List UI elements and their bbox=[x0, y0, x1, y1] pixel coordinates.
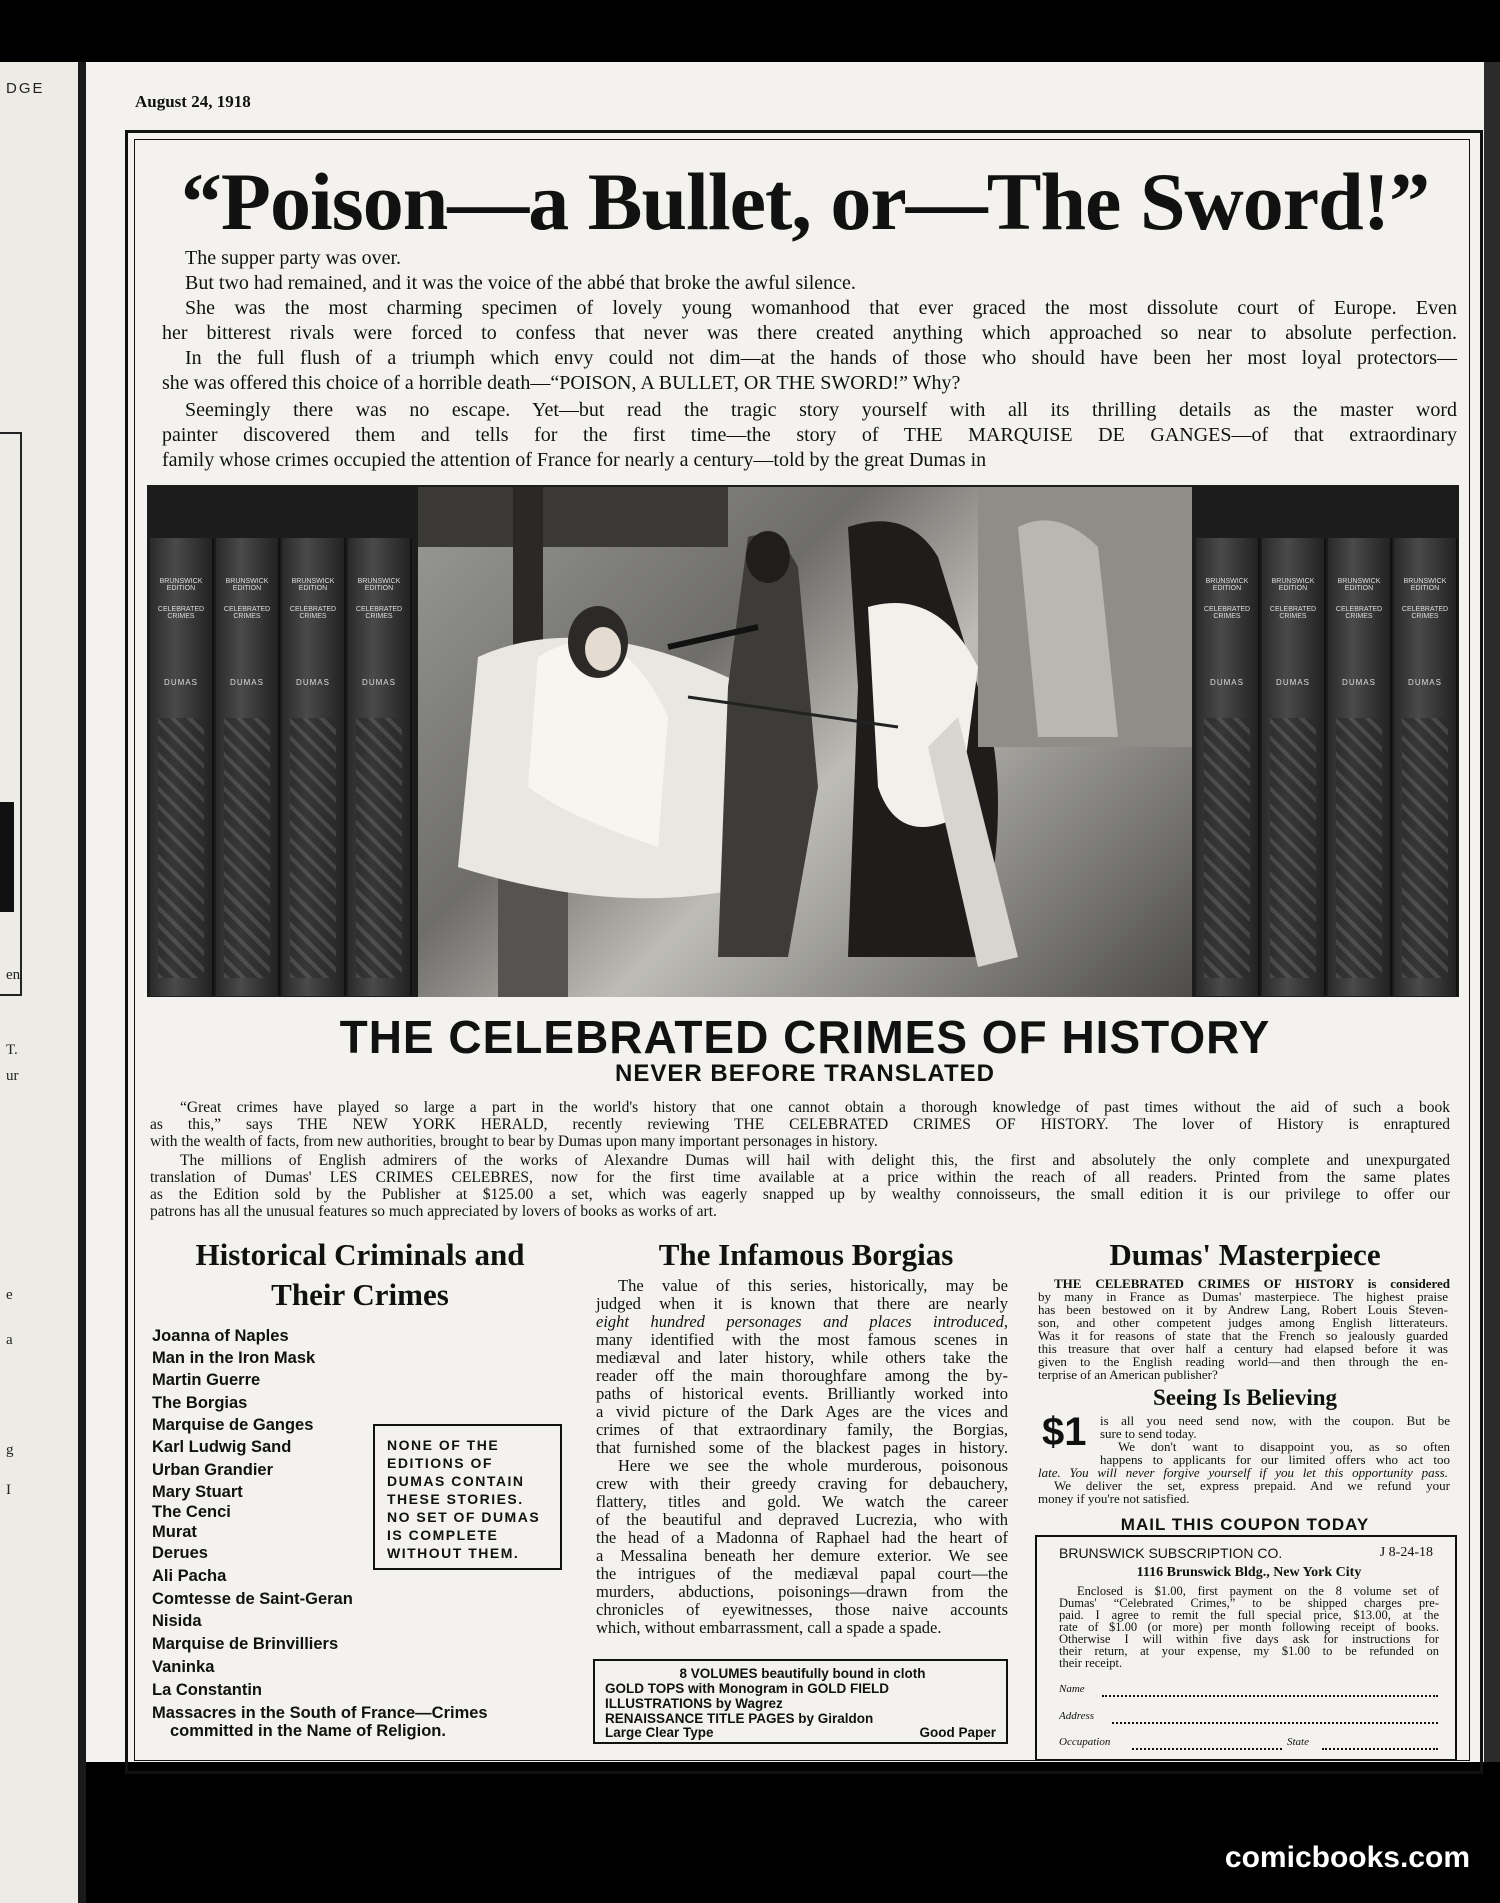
borgias-line: which, without embarrassment, call a spade a spade. bbox=[596, 1618, 942, 1637]
borgias-line: paths of historical events. Brilliantly worked into bbox=[596, 1384, 1008, 1403]
intro-line: family whose crimes occupied the attention of France for nearly a century—told by the great Dumas in bbox=[162, 449, 987, 471]
order-coupon[interactable] bbox=[1035, 1535, 1457, 1761]
crime-list-item: Mary Stuart bbox=[152, 1483, 243, 1501]
masterpiece-line: has been bestowed on it by Andrew Lang, Robert Louis Steven- bbox=[1038, 1302, 1448, 1317]
state-label: State bbox=[1287, 1736, 1309, 1748]
feature-line: Large Clear Type bbox=[605, 1725, 714, 1740]
intro-line: her bitterest rivals were forced to confess that never was there created anything which approached so near to absolute perfection. bbox=[162, 322, 1457, 344]
feature-line: ILLUSTRATIONS by Wagrez bbox=[605, 1696, 783, 1711]
binding-gutter bbox=[78, 62, 86, 1903]
facing-page-strip bbox=[0, 62, 78, 1903]
crime-list-item: Martin Guerre bbox=[152, 1371, 261, 1389]
offer-line: sure to send today. bbox=[1100, 1426, 1197, 1441]
series-title: THE CELEBRATED CRIMES OF HISTORY bbox=[339, 1011, 1271, 1063]
criminals-heading: Their Crimes bbox=[271, 1277, 449, 1312]
coupon-line: Otherwise I will within five days ask for instructions for bbox=[1059, 1632, 1439, 1646]
left-page-fragment: I bbox=[6, 1482, 11, 1498]
crime-list-item: The Cenci bbox=[152, 1503, 231, 1521]
borgias-line: many identified with the most famous scenes in bbox=[596, 1330, 1008, 1349]
crime-list-item: The Borgias bbox=[152, 1394, 248, 1412]
crime-list-item: Urban Grandier bbox=[152, 1461, 274, 1479]
state-field[interactable] bbox=[1322, 1748, 1438, 1750]
left-page-fragment: ur bbox=[6, 1068, 19, 1084]
book-spine: BRUNSWICK EDITION CELEBRATED CRIMES DUMAS bbox=[1328, 538, 1392, 996]
borgias-line: of the beautiful and depraved Lucrezia, who with bbox=[596, 1510, 1008, 1529]
occupation-label: Occupation bbox=[1059, 1736, 1111, 1748]
feature-line: GOLD TOPS with Monogram in GOLD FIELD bbox=[605, 1681, 889, 1696]
offer-line: We deliver the set, express prepaid. And we refund your bbox=[1054, 1478, 1450, 1493]
masterpiece-heading: Dumas' Masterpiece bbox=[1109, 1237, 1381, 1272]
address-label: Address bbox=[1059, 1710, 1095, 1722]
scene-drawing bbox=[418, 487, 1192, 997]
notice-box bbox=[373, 1424, 562, 1570]
feature-line: Good Paper bbox=[919, 1725, 996, 1740]
borgias-line: The value of this series, historically, may be bbox=[618, 1276, 1008, 1295]
coupon-line: Dumas' “Celebrated Crimes,” to be shipped charges pre- bbox=[1059, 1596, 1439, 1610]
borgias-line: mediæval and later history, while others take the bbox=[596, 1348, 1008, 1367]
borgias-line: Here we see the whole murderous, poisonous bbox=[618, 1456, 1008, 1475]
book-spine: BRUNSWICK EDITION CELEBRATED CRIMES DUMAS bbox=[150, 538, 214, 996]
borgias-line: reader off the main thoroughfare among the by- bbox=[596, 1366, 1008, 1385]
borgias-line: eight hundred personages and places introduced, bbox=[596, 1312, 1008, 1331]
masterpiece-line: by many in France as Dumas' masterpiece. The highest praise bbox=[1038, 1289, 1448, 1304]
masterpiece-line: given to the English reading world—and then through the en- bbox=[1038, 1354, 1448, 1369]
crime-list-item: Ali Pacha bbox=[152, 1567, 227, 1585]
headline: “Poison—a Bullet, or—The Sword!” bbox=[180, 156, 1430, 247]
crime-list-item: Massacres in the South of France—Crimes bbox=[152, 1704, 488, 1722]
crime-list-item: Man in the Iron Mask bbox=[152, 1349, 316, 1367]
borgias-line: a Messalina beneath her demure exterior. We see bbox=[596, 1546, 1008, 1565]
coupon-line: their return, at your expense, my $1.00 to be refunded on bbox=[1059, 1644, 1439, 1658]
coupon-code: J 8-24-18 bbox=[1379, 1545, 1433, 1560]
borgias-line: judged when it is known that there are nearly bbox=[596, 1294, 1008, 1313]
book-spine: BRUNSWICK EDITION CELEBRATED CRIMES DUMAS bbox=[1394, 538, 1458, 996]
borgias-line: a vivid picture of the Dark Ages are the vices and bbox=[596, 1402, 1008, 1421]
book-spine: BRUNSWICK EDITION CELEBRATED CRIMES DUMAS bbox=[348, 538, 412, 996]
masterpiece-line: Was it for reasons of state that the French so jealously guarded bbox=[1038, 1328, 1448, 1343]
body-line: with the wealth of facts, from new authorities, brought to bear by Dumas upon many important personages in history. bbox=[150, 1133, 878, 1150]
offer-line: money if you're not satisfied. bbox=[1038, 1491, 1190, 1506]
left-page-fragment: DGE bbox=[6, 80, 45, 97]
book-spine: BRUNSWICK EDITION CELEBRATED CRIMES DUMAS bbox=[282, 538, 346, 996]
crime-list-item: Comtesse de Saint-Geran bbox=[152, 1590, 353, 1608]
name-label: Name bbox=[1059, 1683, 1085, 1695]
features-box bbox=[593, 1659, 1008, 1744]
body-line: as this,” says THE NEW YORK HERALD, recently reviewing THE CELEBRATED CRIMES OF HISTORY. The lover of History is enraptured bbox=[150, 1116, 1450, 1133]
intro-line: In the full flush of a triumph which envy could not dim—at the hands of those who should have been her most loyal protectors— bbox=[185, 347, 1457, 369]
borgias-line: crimes of that extraordinary family, the Borgias, bbox=[596, 1420, 1008, 1439]
left-page-fragment: T. bbox=[6, 1042, 18, 1058]
issue-date: August 24, 1918 bbox=[135, 92, 251, 111]
crime-list-item: committed in the Name of Religion. bbox=[170, 1722, 446, 1740]
intro-line: painter discovered them and tells for the first time—the story of THE MARQUISE DE GANGES—of that extraordinary bbox=[162, 424, 1457, 446]
body-line: patrons has all the unusual features so much appreciated by lovers of books as works of art. bbox=[150, 1203, 717, 1220]
crime-list-item: Vaninka bbox=[152, 1658, 215, 1676]
borgias-line: chronicles of eyewitnesses, those naive accounts bbox=[596, 1600, 1008, 1619]
watermark: comicbooks.com bbox=[1224, 1841, 1470, 1874]
book-spine: BRUNSWICK EDITION CELEBRATED CRIMES DUMAS bbox=[216, 538, 280, 996]
masterpiece-line: terprise of an American publisher? bbox=[1038, 1367, 1218, 1382]
body-line: The millions of English admirers of the works of Alexandre Dumas will hail with delight this, the first and absolutely the only complete and unexpurgated bbox=[180, 1152, 1450, 1169]
borgias-line: crew with their greedy craving for debauchery, bbox=[596, 1474, 1008, 1493]
crime-list-item: Nisida bbox=[152, 1612, 202, 1630]
coupon-company: BRUNSWICK SUBSCRIPTION CO. bbox=[1059, 1545, 1283, 1561]
left-page-fragment: en bbox=[6, 967, 21, 983]
body-line: as the Edition sold by the Publisher at $125.00 a set, which was eagerly snapped up by wealthy connoisseurs, the small edition it is our privilege to offer our bbox=[150, 1186, 1450, 1203]
borgias-line: that furnished some of the blackest pages in history. bbox=[596, 1438, 1008, 1457]
borgias-heading: The Infamous Borgias bbox=[658, 1237, 954, 1272]
crime-list-item: La Constantin bbox=[152, 1681, 262, 1699]
borgias-line: the head of a Madonna of Raphael had the heart of bbox=[596, 1528, 1008, 1547]
intro-line: But two had remained, and it was the voice of the abbé that broke the awful silence. bbox=[185, 272, 856, 294]
crime-list-item: Marquise de Brinvilliers bbox=[152, 1635, 339, 1653]
masterpiece-line: THE CELEBRATED CRIMES OF HISTORY is considered bbox=[1054, 1276, 1450, 1291]
coupon-line: Enclosed is $1.00, first payment on the 8 volume set of bbox=[1077, 1584, 1439, 1598]
borgias-line: flattery, titles and gold. We watch the career bbox=[596, 1492, 1008, 1511]
feature-line: 8 VOLUMES beautifully bound in cloth bbox=[679, 1666, 926, 1681]
offer-line: late. You will never forgive yourself if you let this opportunity pass. bbox=[1038, 1465, 1448, 1480]
left-page-block bbox=[0, 802, 14, 912]
name-field[interactable] bbox=[1102, 1695, 1438, 1697]
borgias-line: murders, abductions, poisonings—drawn from the bbox=[596, 1582, 1008, 1601]
offer-line: happens to applicants for our limited offers who act too bbox=[1100, 1452, 1450, 1467]
bedroom-scene-illustration bbox=[418, 487, 1192, 997]
borgias-line: the intrigues of the mediæval papal court—the bbox=[596, 1564, 1008, 1583]
seeing-heading: Seeing Is Believing bbox=[1152, 1385, 1337, 1410]
address-field[interactable] bbox=[1112, 1722, 1438, 1724]
book-spine: BRUNSWICK EDITION CELEBRATED CRIMES DUMAS bbox=[1262, 538, 1326, 996]
series-subtitle: NEVER BEFORE TRANSLATED bbox=[615, 1060, 995, 1087]
crime-list-item: Marquise de Ganges bbox=[152, 1416, 314, 1434]
criminals-heading: Historical Criminals and bbox=[195, 1237, 525, 1272]
mail-coupon-heading: MAIL THIS COUPON TODAY bbox=[1120, 1515, 1370, 1534]
body-line: translation of Dumas' LES CRIMES CELEBRES, now for the first time available at a price within the reach of all readers. Printed from the same plates bbox=[150, 1169, 1450, 1186]
feature-line: RENAISSANCE TITLE PAGES by Giraldon bbox=[605, 1711, 874, 1726]
coupon-line: paid. I agree to remit the full special price, $13.00, at the bbox=[1059, 1608, 1439, 1622]
coupon-address: 1116 Brunswick Bldg., New York City bbox=[1136, 1565, 1362, 1580]
occupation-field[interactable] bbox=[1132, 1748, 1282, 1750]
coupon-line: rate of $1.00 (or more) per month following receipt of books. bbox=[1059, 1620, 1439, 1634]
left-page-fragment: g bbox=[6, 1442, 14, 1458]
intro-line: she was offered this choice of a horrible death—“POISON, A BULLET, OR THE SWORD!” Why? bbox=[162, 372, 961, 394]
notice-text: NONE OF THE EDITIONS OF DUMAS CONTAIN THESE STORIES. NO SET OF DUMAS IS COMPLETE WITHOUT THEM. bbox=[387, 1437, 541, 1561]
left-page-fragment: a bbox=[6, 1332, 13, 1348]
crime-list-item: Karl Ludwig Sand bbox=[152, 1438, 292, 1456]
price: $1 bbox=[1042, 1410, 1087, 1454]
crime-list-item: Joanna of Naples bbox=[152, 1327, 289, 1345]
page-edge bbox=[1484, 62, 1500, 1762]
masterpiece-line: this treasure that over half a century had elapsed before it was bbox=[1038, 1341, 1448, 1356]
intro-line: The supper party was over. bbox=[185, 247, 402, 269]
coupon-line: their receipt. bbox=[1059, 1656, 1123, 1670]
offer-line: is all you need send now, with the coupon. But be bbox=[1100, 1413, 1450, 1428]
book-spine: BRUNSWICK EDITION CELEBRATED CRIMES DUMAS bbox=[1196, 538, 1260, 996]
crime-list-item: Murat bbox=[152, 1523, 197, 1541]
offer-line: We don't want to disappoint you, as so often bbox=[1118, 1439, 1450, 1454]
left-page-fragment: e bbox=[6, 1287, 13, 1303]
crime-list-item: Derues bbox=[152, 1544, 208, 1562]
intro-line: She was the most charming specimen of lovely young womanhood that ever graced the most dissolute court of Europe. Even bbox=[185, 297, 1457, 319]
intro-line: Seemingly there was no escape. Yet—but read the tragic story yourself with all its thrilling details as the master word bbox=[185, 399, 1457, 421]
body-line: “Great crimes have played so large a part in the world's history that one cannot obtain a thorough knowledge of past times without the aid of such a book bbox=[180, 1099, 1450, 1116]
masterpiece-line: son, and other competent judges among English litterateurs. bbox=[1038, 1315, 1448, 1330]
